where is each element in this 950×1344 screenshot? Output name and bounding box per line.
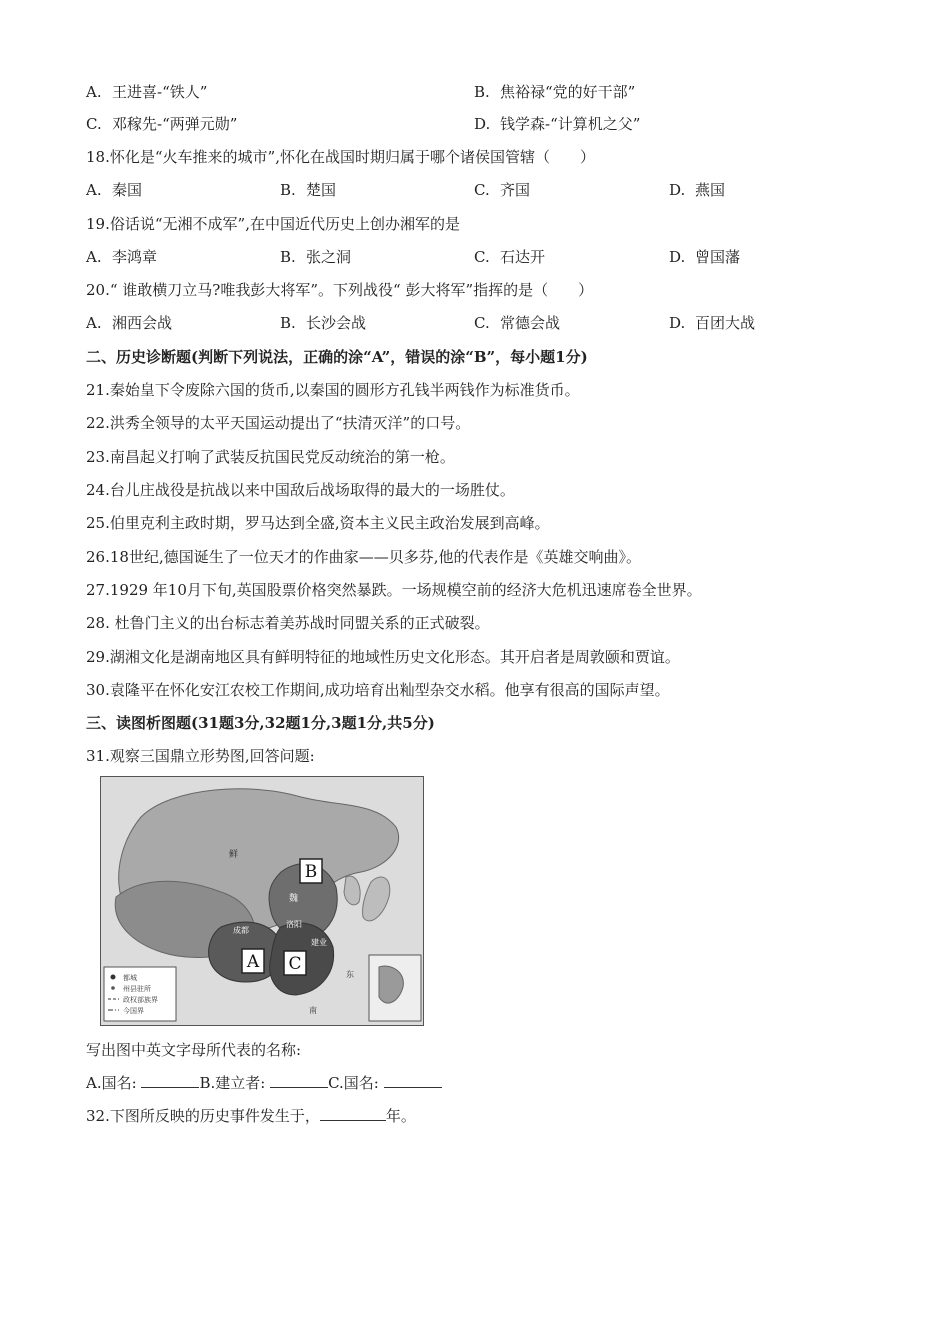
- q31-c-blank[interactable]: [384, 1073, 442, 1088]
- q20-option-b[interactable]: B. 长沙会战: [280, 314, 367, 332]
- map-graphic: [101, 777, 423, 1025]
- label-wei: 魏: [289, 894, 299, 904]
- q31-c-label: C.国名:: [328, 1074, 384, 1092]
- q32-blank[interactable]: [320, 1106, 386, 1121]
- label-dong: 东: [346, 970, 354, 979]
- box-b-letter: B: [304, 862, 318, 882]
- label-luoyang: 洛阳: [286, 920, 302, 929]
- judgment-21: 21.秦始皇下令废除六国的货币,以秦国的圆形方孔钱半两钱作为标准货币。: [86, 381, 580, 399]
- q31-b-blank[interactable]: [270, 1073, 328, 1088]
- label-chengdu: 成都: [233, 926, 249, 935]
- three-kingdoms-map: [100, 776, 424, 1026]
- judgment-27: 27.1929 年10月下旬,英国股票价格突然暴跌。一场规模空前的经济大危机迅速席卷全世界。: [86, 581, 702, 599]
- q18-option-d[interactable]: D. 燕国: [669, 181, 726, 199]
- q20-stem: 20.“ 谁敢横刀立马?唯我彭大将军”。下列战役“ 彭大将军”指挥的是（ ）: [86, 281, 594, 299]
- q32-stem: [86, 1106, 416, 1126]
- q19-options: [86, 247, 866, 267]
- q18-option-c[interactable]: C. 齐国: [474, 181, 531, 199]
- q17-option-c[interactable]: C. 邓稼先-“两弹元勋”: [86, 115, 238, 133]
- legend-item-modern-border: 今国界: [123, 1007, 144, 1015]
- judgment-30: 30.袁隆平在怀化安江农校工作期间,成功培育出籼型杂交水稻。他享有很高的国际声望。: [86, 681, 670, 699]
- q19-option-a[interactable]: A. 李鸿章: [86, 248, 158, 266]
- q20-options: [86, 313, 866, 333]
- q20-option-d[interactable]: D. 百团大战: [669, 314, 756, 332]
- judgment-26: 26.18世纪,德国诞生了一位天才的作曲家——贝多芬,他的代表作是《英雄交响曲》。: [86, 548, 641, 566]
- legend-item-border: 政权部族界: [123, 996, 158, 1004]
- legend-capital-marker: [111, 975, 116, 980]
- judgment-25: 25.伯里克利主政时期，罗马达到全盛,资本主义民主政治发展到高峰。: [86, 514, 550, 532]
- q17-options-2: [86, 114, 866, 134]
- box-c-letter: C: [288, 954, 302, 974]
- q31-a-label: A.国名:: [86, 1074, 142, 1092]
- q17-option-b[interactable]: B. 焦裕禄“党的好干部”: [474, 83, 636, 101]
- judgment-24: 24.台儿庄战役是抗战以来中国敌后战场取得的最大的一场胜仗。: [86, 481, 515, 499]
- q17-options: [86, 82, 866, 102]
- section2-title: 二、历史诊断题(判断下列说法，正确的涂“A”，错误的涂“B”，每小题1分): [86, 348, 588, 366]
- judgment-29: 29.湖湘文化是湖南地区具有鲜明特征的地域性历史文化形态。其开启者是周敦颐和贾谊。: [86, 648, 680, 666]
- judgment-28: 28. 杜鲁门主义的出台标志着美苏战时同盟关系的正式破裂。: [86, 614, 490, 632]
- label-jianye: 建业: [311, 938, 327, 947]
- q31-prompt: 写出图中英文字母所代表的名称:: [86, 1041, 302, 1059]
- q18-option-a[interactable]: A. 秦国: [86, 181, 143, 199]
- q17-option-d[interactable]: D. 钱学森-“计算机之父”: [474, 115, 641, 133]
- box-a-letter: A: [246, 952, 260, 972]
- q32-text-after: 年。: [385, 1107, 416, 1125]
- q31-answer-line: [86, 1073, 442, 1093]
- q20-option-a[interactable]: A. 湘西会战: [86, 314, 173, 332]
- q31-b-label: B.建立者:: [199, 1074, 271, 1092]
- q19-option-c[interactable]: C. 石达开: [474, 248, 546, 266]
- q17-option-a[interactable]: A. 王进喜-“铁人”: [86, 83, 208, 101]
- q19-option-b[interactable]: B. 张之洞: [280, 248, 352, 266]
- q31-a-blank[interactable]: [141, 1073, 199, 1088]
- q19-option-d[interactable]: D. 曾国藩: [669, 248, 741, 266]
- judgment-22: 22.洪秀全领导的太平天国运动提出了“扶清灭洋”的口号。: [86, 414, 471, 432]
- q20-option-c[interactable]: C. 常德会战: [474, 314, 561, 332]
- legend-item-capital: 都城: [123, 974, 137, 982]
- label-nanhai: 南: [309, 1006, 317, 1015]
- legend-county-marker: [111, 986, 115, 990]
- legend-item-county: 州县驻所: [123, 985, 151, 993]
- q19-stem: 19.俗话说“无湘不成军”,在中国近代历史上创办湘军的是: [86, 215, 460, 233]
- q32-text-before: 32.下图所反映的历史事件发生于，: [86, 1107, 320, 1125]
- q18-option-b[interactable]: B. 楚国: [280, 181, 337, 199]
- q18-options: [86, 180, 866, 200]
- section3-title: 三、读图析图题(31题3分,32题1分,3题1分,共5分): [86, 714, 435, 732]
- q18-stem: 18.怀化是“火车推来的城市”,怀化在战国时期归属于哪个诸侯国管辖（ ）: [86, 148, 595, 166]
- q31-stem: 31.观察三国鼎立形势图,回答问题:: [86, 747, 315, 765]
- label-xianbei: 鲜: [229, 850, 239, 860]
- judgment-23: 23.南昌起义打响了武装反抗国民党反动统治的第一枪。: [86, 448, 455, 466]
